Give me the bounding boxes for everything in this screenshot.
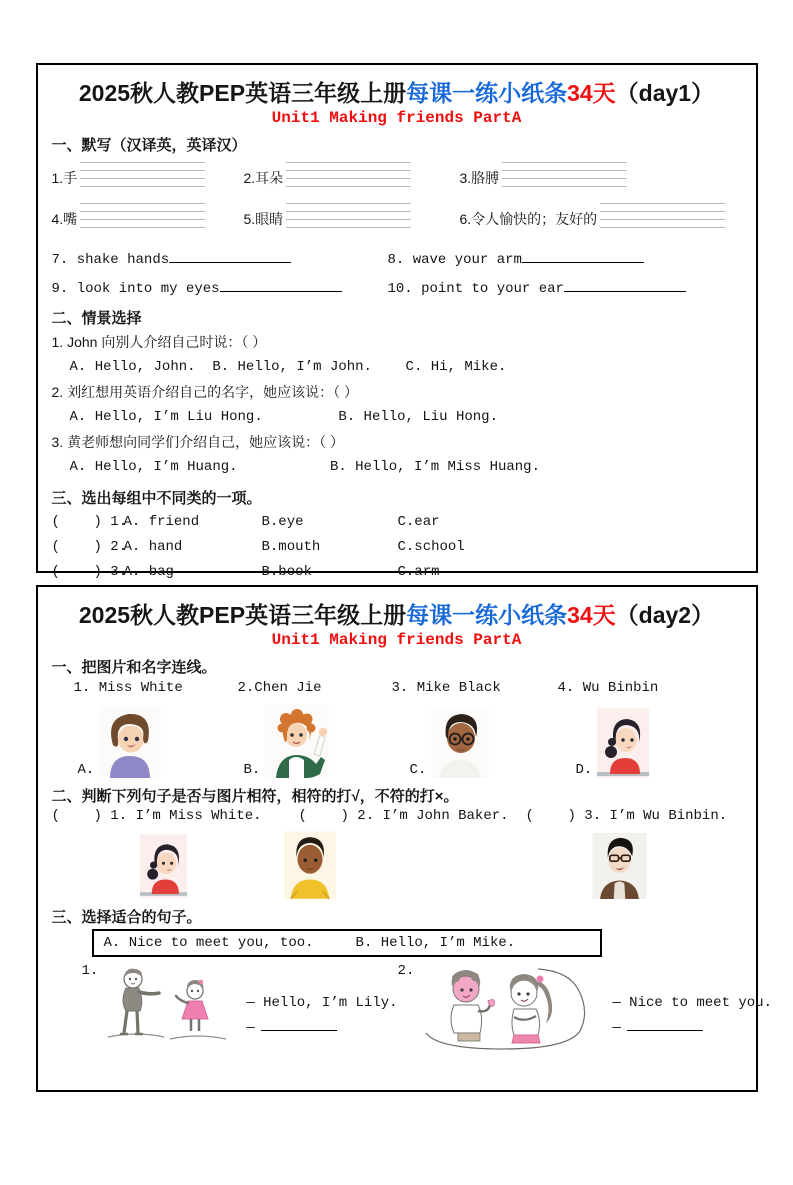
unit-subtitle: Unit1 Making friends PartA	[271, 109, 522, 127]
phrase-text: 7. shake hands	[51, 252, 170, 268]
match-names-row	[52, 680, 742, 696]
answer-parens: ( ) 3.	[51, 564, 128, 580]
dictation-row-1	[52, 157, 742, 198]
worksheet-day2	[36, 585, 772, 1092]
answer-blank	[627, 1018, 703, 1031]
word-label: 6.令人愉快的；友好的	[459, 210, 598, 227]
dictation-row-2	[52, 198, 742, 239]
boy-glasses-dark-skin	[431, 708, 489, 778]
odd-one-out-row	[52, 560, 742, 585]
section1-header: 一、默写（汉译英，英译汉）	[51, 137, 247, 154]
dialogue-text-1	[246, 991, 397, 1041]
match-name: 3. Mike Black	[391, 680, 501, 696]
option-b: B.book	[261, 564, 312, 580]
writing-lines	[502, 162, 627, 188]
section1-header: 一、把图片和名字连线。	[51, 659, 217, 676]
option-b: B.eye	[261, 514, 304, 530]
dialogue-item-1	[82, 961, 398, 1045]
boy-yellow-shirt	[284, 831, 336, 899]
phrase-item	[388, 278, 686, 297]
judge-avatars-row	[52, 827, 742, 899]
question-3	[52, 430, 742, 480]
judge-item: ( ) 3. I’m Wu Binbin.	[525, 808, 728, 824]
answer-blank	[261, 1018, 337, 1031]
phrase-item	[52, 278, 388, 297]
question-options: A. Hello, I’m Huang. B. Hello, I’m Miss Huang.	[69, 459, 540, 475]
question-options: A. Hello, John. B. Hello, I’m John. C. Hi, Mike.	[69, 359, 507, 375]
answer-blank	[220, 278, 342, 292]
unit-subtitle: Unit1 Making friends PartA	[271, 631, 522, 649]
phrase-text: 8. wave your arm	[387, 252, 522, 268]
dictation-item	[52, 206, 244, 232]
option-c: C.ear	[397, 514, 440, 530]
match-cell-a	[78, 706, 244, 778]
writing-lines	[80, 162, 205, 188]
option-a: A. bag	[123, 564, 174, 580]
man-glasses-brown-vest	[592, 833, 647, 899]
dash: —	[246, 1020, 255, 1036]
sentence-options-box: A. Nice to meet you, too. B. Hello, I’m Mike.	[92, 929, 602, 957]
phrase-item	[52, 249, 388, 268]
title-red-part: 34天	[567, 602, 616, 628]
match-name: 2.Chen Jie	[237, 680, 322, 696]
answer-blank	[564, 278, 686, 292]
boy-greeting-girl-sketch	[102, 961, 230, 1045]
dialogue-item-2	[398, 961, 772, 1051]
dictation-item	[244, 165, 460, 191]
picture-label: B.	[243, 762, 261, 778]
answer-parens: ( ) 1.	[51, 514, 128, 530]
section3-header: 三、选择适合的句子。	[51, 909, 202, 926]
title-black-part: 2025秋人教PEP英语三年级上册	[78, 80, 407, 106]
title-blue-part: 每课一练小纸条	[406, 80, 568, 106]
boy-and-girl-talking-sketch	[418, 961, 596, 1051]
writing-lines	[600, 203, 725, 229]
title-red-part: 34天	[567, 80, 616, 106]
worksheet-title-day2	[52, 597, 742, 630]
option-a: A. hand	[123, 539, 183, 555]
worksheet-title-day1	[52, 75, 742, 108]
item-number: 2.	[397, 963, 415, 979]
odd-one-out-row	[52, 535, 742, 560]
word-label: 2.耳朵	[243, 169, 284, 186]
title-black-part: 2025秋人教PEP英语三年级上册	[78, 602, 407, 628]
match-avatars-row	[52, 698, 742, 778]
dialogue-line: — Hello, I’m Lily.	[246, 995, 398, 1011]
dialogue-items-row	[52, 961, 772, 1051]
phrase-item	[388, 249, 644, 268]
picture-label: C.	[409, 762, 427, 778]
question-options: A. Hello, I’m Liu Hong. B. Hello, Liu Hong.	[69, 409, 498, 425]
miss-white-orange-hair-green-cardigan	[265, 704, 329, 778]
section2-header: 二、判断下列句子是否与图片相符，相符的打√，不符的打×。	[51, 788, 459, 805]
word-label: 5.眼睛	[243, 210, 284, 227]
match-name: 1. Miss White	[73, 680, 183, 696]
phrase-row-1	[52, 249, 742, 268]
answer-parens: ( ) 2.	[51, 539, 128, 555]
title-blue-part: 每课一练小纸条	[406, 602, 568, 628]
word-label: 1.手	[51, 169, 78, 186]
section2-header: 二、情景选择	[51, 310, 142, 327]
dialogue-text-2	[612, 991, 772, 1041]
dialogue-answer-line	[612, 1016, 772, 1041]
judge-item: ( ) 1. I’m Miss White.	[51, 808, 262, 824]
picture-label: D.	[575, 762, 593, 778]
writing-lines	[286, 203, 411, 229]
match-name: 4. Wu Binbin	[557, 680, 659, 696]
question-stem: 1. John 向别人介绍自己时说：（ ）	[51, 334, 267, 350]
worksheet-day1	[36, 63, 758, 580]
answer-blank	[522, 249, 644, 263]
word-label: 4.嘴	[51, 210, 78, 227]
answer-blank	[169, 249, 291, 263]
phrase-row-2	[52, 278, 742, 297]
option-c: C.arm	[397, 564, 440, 580]
odd-one-out-row	[52, 510, 742, 535]
writing-lines	[286, 162, 411, 188]
dialogue-answer-line	[246, 1016, 397, 1041]
option-a: A. friend	[123, 514, 200, 530]
phrase-text: 9. look into my eyes	[51, 281, 220, 297]
dictation-item	[460, 206, 742, 232]
item-number: 1.	[81, 963, 99, 979]
match-cell-c	[410, 708, 576, 778]
girl-pigtails-red-top	[140, 833, 187, 899]
dash: —	[612, 1020, 621, 1036]
dictation-item	[244, 206, 460, 232]
judge-items-row	[52, 808, 742, 824]
judge-item: ( ) 2. I’m John Baker.	[298, 808, 509, 824]
dictation-item	[52, 165, 244, 191]
girl-pigtails-red-top	[597, 708, 649, 778]
dictation-item	[460, 165, 742, 191]
option-c: C.school	[397, 539, 465, 555]
boy-brown-hair-purple-shirt	[99, 706, 161, 778]
question-stem: 3. 黄老师想向同学们介绍自己，她应该说：（ ）	[51, 434, 344, 450]
question-stem: 2. 刘红想用英语介绍自己的名字，她应该说：（ ）	[51, 384, 358, 400]
section3-header: 三、选出每组中不同类的一项。	[51, 490, 262, 507]
match-cell-d	[576, 708, 742, 778]
dialogue-line: — Nice to meet you.	[612, 995, 772, 1011]
writing-lines	[80, 203, 205, 229]
picture-label: A.	[77, 762, 95, 778]
question-2	[52, 380, 742, 430]
word-label: 3.胳膊	[459, 169, 500, 186]
phrase-text: 10. point to your ear	[387, 281, 564, 297]
title-day-part: （day2）	[615, 602, 715, 628]
question-1	[52, 330, 742, 380]
match-cell-b	[244, 704, 410, 778]
title-day-part: （day1）	[615, 80, 715, 106]
option-b: B.mouth	[261, 539, 321, 555]
